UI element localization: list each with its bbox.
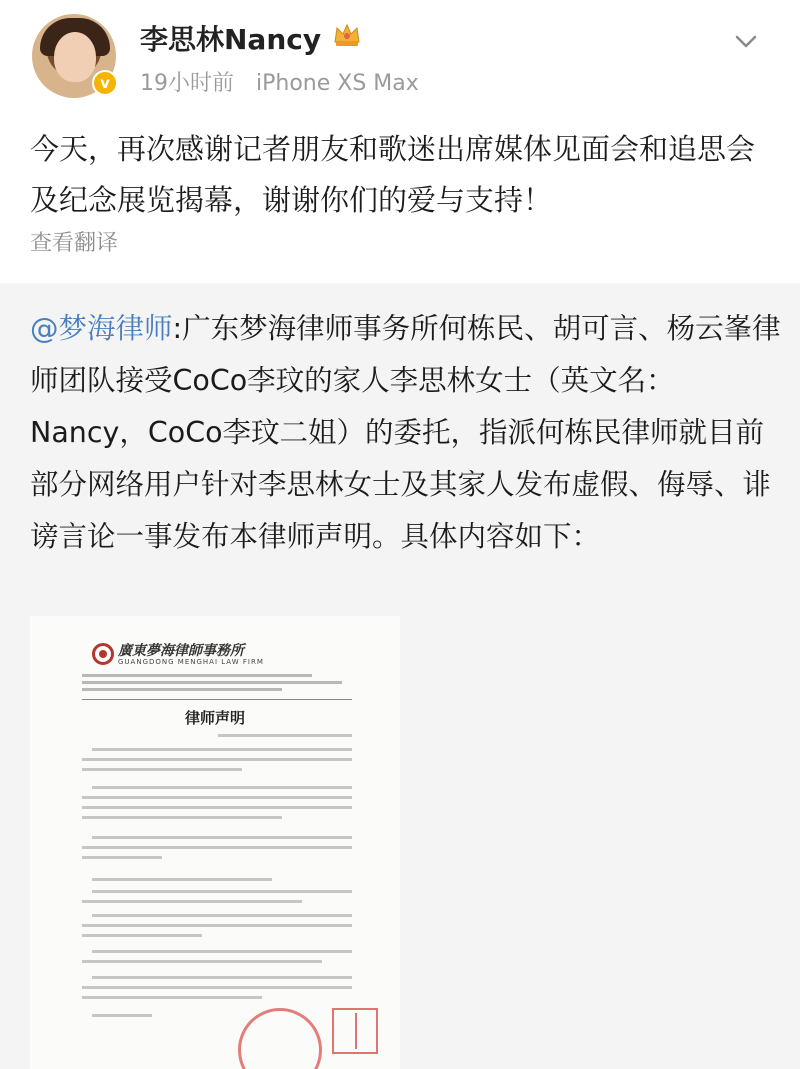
text-line [82, 934, 202, 937]
text-line [82, 960, 322, 963]
text-line [82, 796, 352, 799]
text-line [82, 986, 352, 989]
text-line [92, 836, 352, 839]
text-line [92, 950, 352, 953]
text-line [92, 914, 352, 917]
text-line [92, 1014, 152, 1017]
post-meta [140, 66, 419, 97]
law-firm-logo-icon [92, 643, 114, 665]
address-line [82, 674, 312, 677]
avatar-face [54, 32, 96, 82]
lawyer-seal [332, 1008, 378, 1054]
address-line [82, 688, 282, 691]
red-stamp [238, 1008, 322, 1069]
chevron-down-icon[interactable] [733, 32, 759, 52]
repost-text [30, 303, 790, 563]
text-line [82, 996, 262, 999]
verified-badge-icon: v [92, 70, 118, 96]
text-line [92, 878, 272, 881]
post-text: 今天，再次感谢记者朋友和歌迷出席媒体见面会和追思会及纪念展览揭幕，谢谢你们的爱与支持！ [30, 132, 756, 217]
post-header [0, 0, 800, 110]
divider [82, 699, 352, 700]
text-line [92, 786, 352, 789]
text-line [92, 748, 352, 751]
username[interactable]: 李思林Nancy [140, 23, 322, 56]
text-line [82, 900, 302, 903]
mention-link[interactable]: @梦海律师 [30, 312, 173, 345]
text-line [82, 856, 162, 859]
translate-link[interactable]: 查看翻译 [30, 231, 119, 256]
text-line [92, 890, 352, 893]
text-line [218, 734, 352, 737]
repost-card[interactable] [0, 283, 800, 1069]
text-line [82, 846, 352, 849]
document-title: 律师声明 [184, 709, 245, 727]
address-line [82, 681, 342, 684]
firm-name-en: GUANGDONG MENGHAI LAW FIRM [118, 658, 264, 666]
text-line [82, 924, 352, 927]
text-line [92, 976, 352, 979]
text-line [82, 758, 352, 761]
post-time: 19小时前 [140, 71, 234, 96]
text-line [82, 768, 242, 771]
text-line [82, 816, 282, 819]
repost-body: :广东梦海律师事务所何栋民、胡可言、杨云峯律师团队接受CoCo李玟的家人李思林女士（英文名：Nancy，CoCo李玟二姐）的委托，指派何栋民律师就目前部分网络用户针对李思林女士及其家人发布虚假、侮辱、诽谤言论一事发布本律师声明。具体内容如下： [30, 312, 781, 553]
crown-icon [332, 20, 362, 48]
post-device: iPhone XS Max [256, 71, 419, 96]
attached-image[interactable] [30, 616, 400, 1069]
text-line [82, 806, 352, 809]
firm-name: 廣東夢海律師事務所 [118, 643, 244, 659]
